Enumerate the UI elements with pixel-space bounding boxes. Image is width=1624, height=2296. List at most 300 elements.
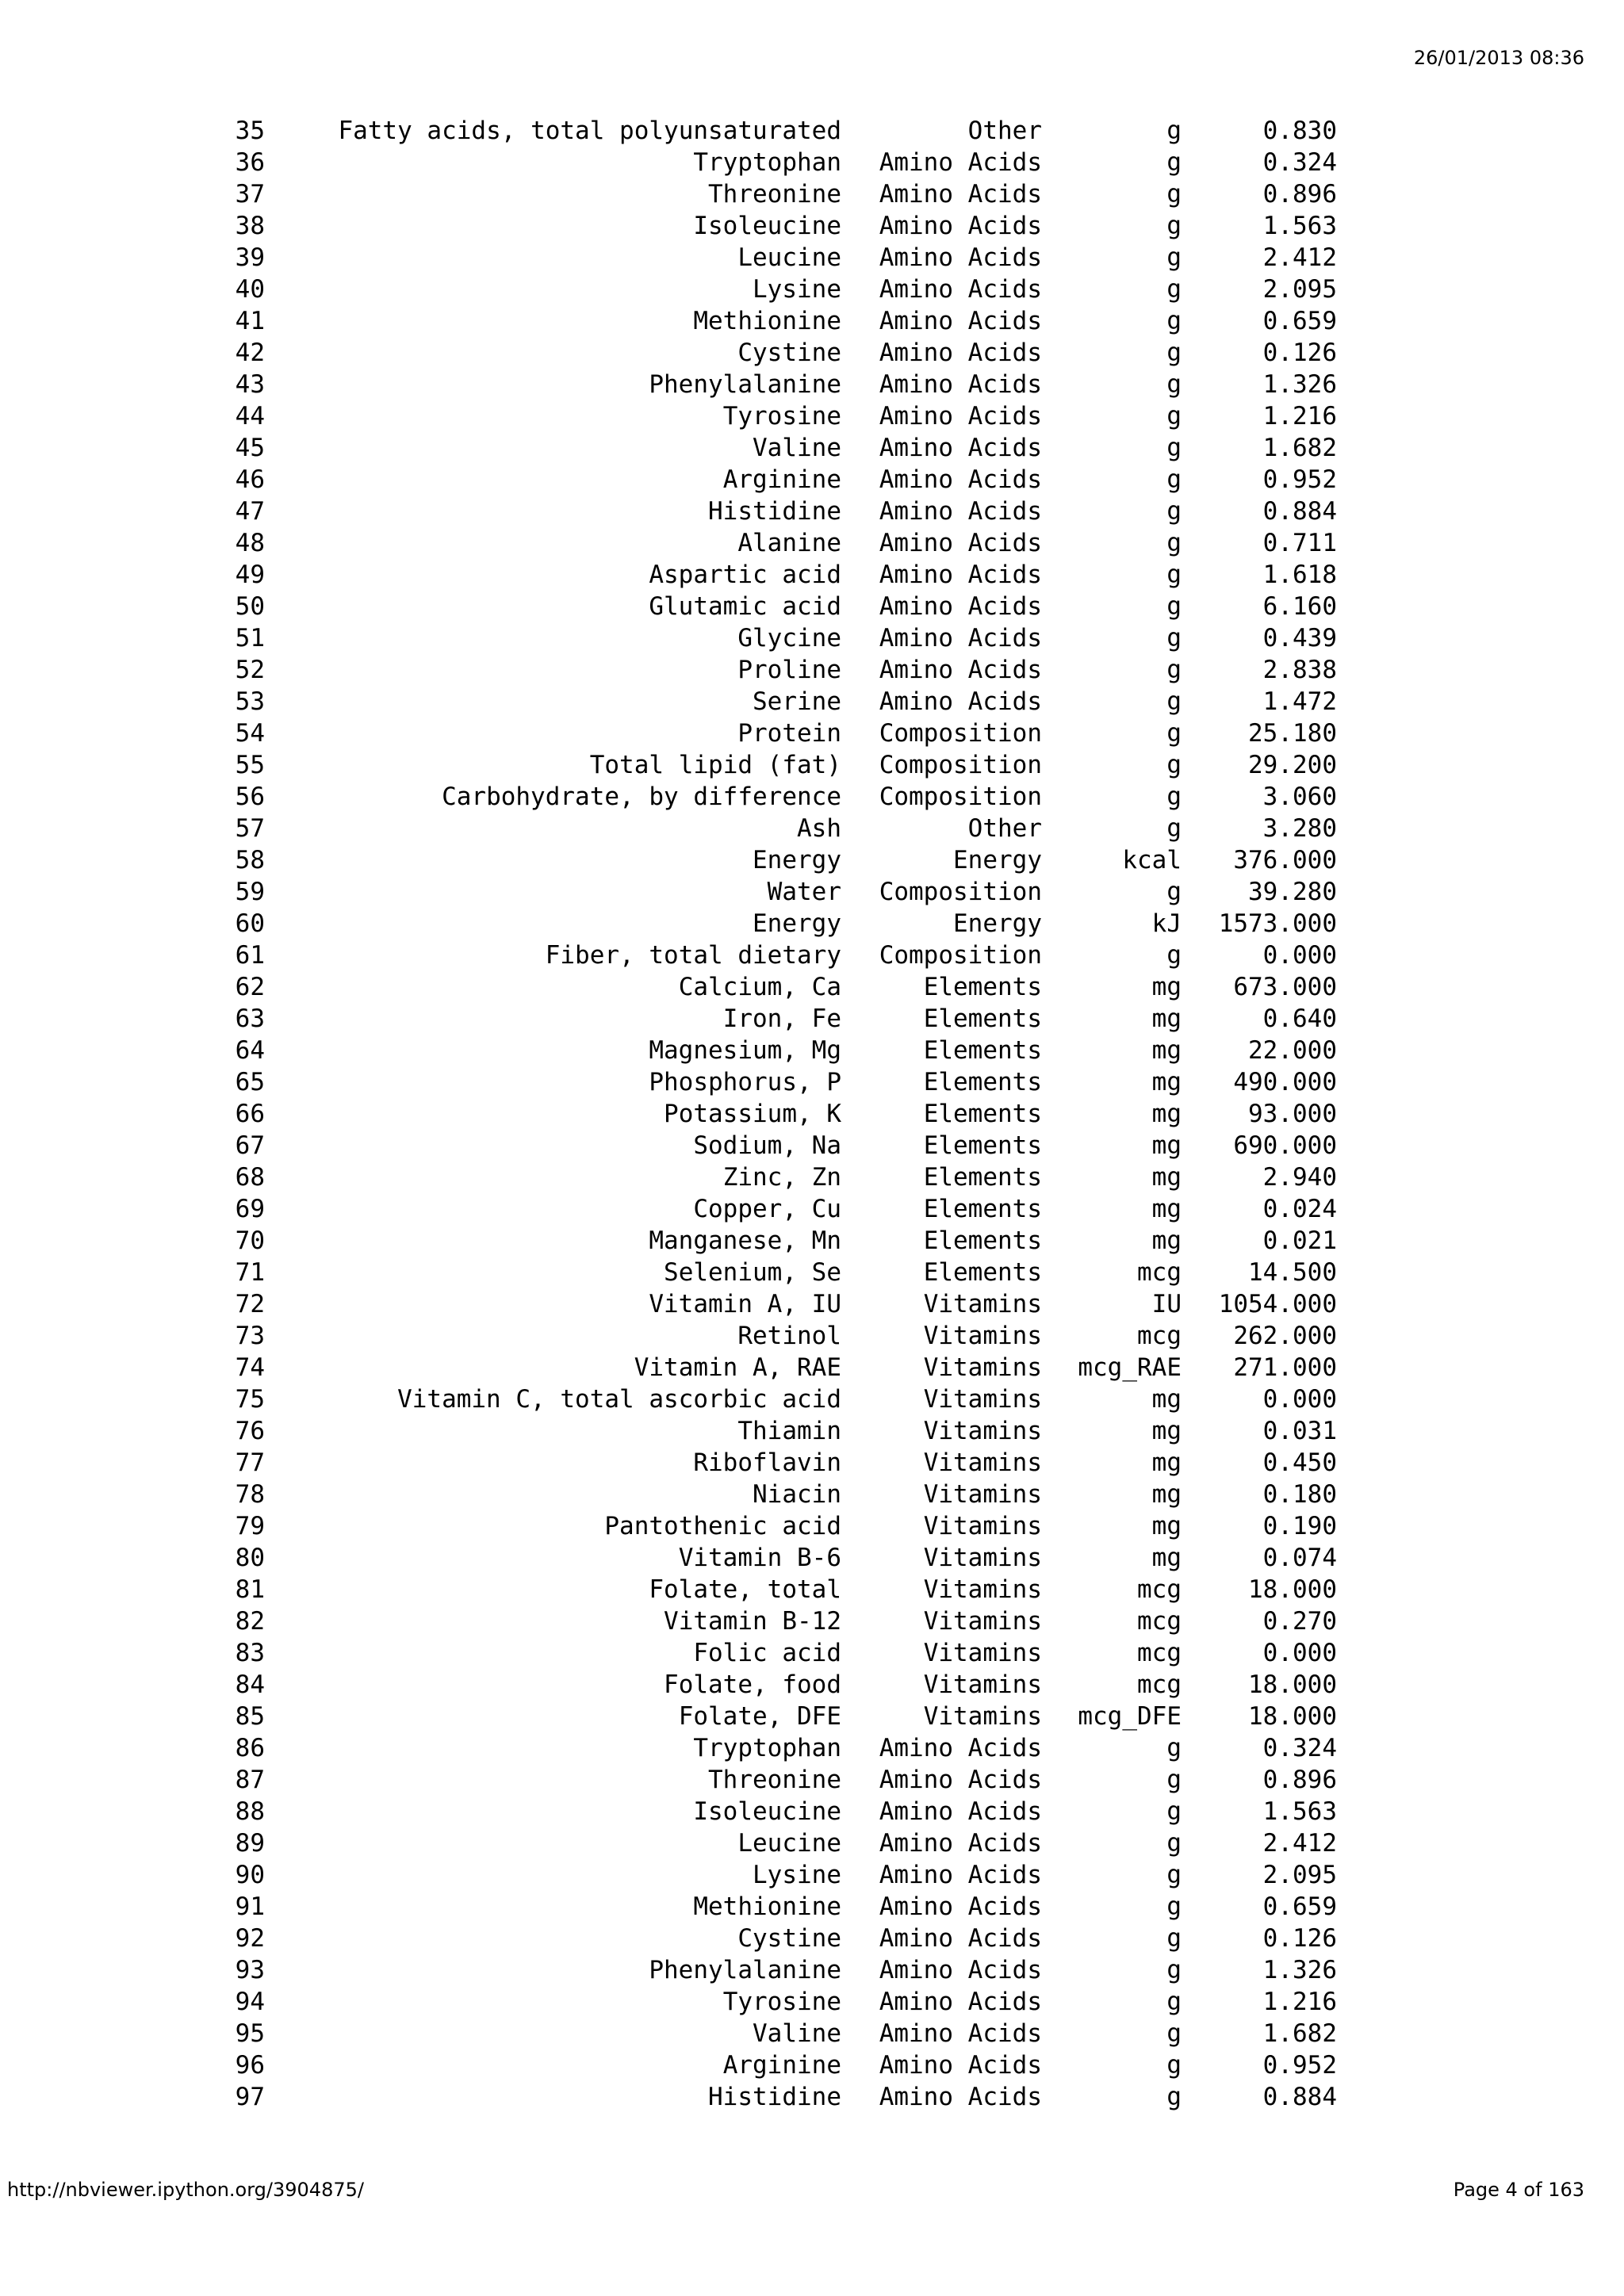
nutrient-value: 1.563: [1262, 1797, 1337, 1826]
row-index: 74: [235, 1353, 265, 1382]
nutrient-value: 2.095: [1262, 275, 1337, 304]
row-index: 43: [235, 370, 265, 399]
nutrient-name: Lysine: [753, 275, 841, 304]
nutrient-name: Retinol: [737, 1322, 841, 1350]
row-index: 85: [235, 1702, 265, 1731]
table-row: [0, 781, 1624, 813]
nutrient-value: 2.095: [1262, 1861, 1337, 1889]
nutrient-category: Elements: [923, 1068, 1042, 1096]
nutrient-value: 0.074: [1262, 1544, 1337, 1572]
nutrient-unit: g: [1166, 117, 1182, 145]
table-row: [0, 2081, 1624, 2113]
row-index: 66: [235, 1100, 265, 1128]
nutrient-category: Amino Acids: [879, 148, 1042, 177]
nutrient-category: Amino Acids: [879, 1766, 1042, 1794]
row-index: 57: [235, 814, 265, 843]
nutrient-name: Sodium, Na: [693, 1131, 841, 1160]
nutrient-name: Serine: [753, 687, 841, 716]
nutrient-unit: g: [1166, 497, 1182, 526]
nutrient-name: Vitamin A, IU: [649, 1290, 841, 1318]
row-index: 48: [235, 529, 265, 557]
nutrient-unit: mg: [1151, 1448, 1182, 1477]
nutrient-value: 271.000: [1233, 1353, 1337, 1382]
nutrient-unit: g: [1166, 656, 1182, 684]
nutrient-value: 1.563: [1262, 212, 1337, 240]
row-index: 49: [235, 561, 265, 589]
table-row: [0, 1637, 1624, 1669]
nutrient-category: Elements: [923, 1131, 1042, 1160]
footer-url[interactable]: http://nbviewer.ipython.org/3904875/: [7, 2179, 364, 2201]
nutrient-unit: g: [1166, 941, 1182, 970]
row-index: 88: [235, 1797, 265, 1826]
row-index: 63: [235, 1004, 265, 1033]
row-index: 86: [235, 1734, 265, 1762]
nutrient-category: Elements: [923, 1036, 1042, 1065]
nutrient-value: 0.190: [1262, 1512, 1337, 1540]
row-index: 96: [235, 2051, 265, 2080]
table-row: [0, 1383, 1624, 1415]
table-row: [0, 1891, 1624, 1923]
nutrient-value: 2.412: [1262, 1829, 1337, 1858]
nutrient-unit: g: [1166, 529, 1182, 557]
row-index: 73: [235, 1322, 265, 1350]
nutrient-name: Methionine: [693, 1892, 841, 1921]
nutrient-category: Amino Acids: [879, 687, 1042, 716]
table-row: [0, 1764, 1624, 1796]
table-row: [0, 527, 1624, 559]
row-index: 65: [235, 1068, 265, 1096]
nutrient-value: 0.126: [1262, 1924, 1337, 1953]
nutrient-name: Arginine: [722, 465, 841, 494]
nutrient-name: Threonine: [708, 180, 841, 209]
nutrient-category: Amino Acids: [879, 592, 1042, 621]
row-index: 72: [235, 1290, 265, 1318]
nutrient-unit: IU: [1151, 1290, 1182, 1318]
nutrient-table: [0, 115, 1624, 2113]
nutrient-name: Potassium, K: [664, 1100, 841, 1128]
nutrient-unit: g: [1166, 1797, 1182, 1826]
row-index: 80: [235, 1544, 265, 1572]
nutrient-category: Composition: [879, 783, 1042, 811]
nutrient-name: Energy: [753, 909, 841, 938]
row-index: 84: [235, 1670, 265, 1699]
nutrient-value: 0.270: [1262, 1607, 1337, 1636]
row-index: 45: [235, 434, 265, 462]
nutrient-name: Cystine: [737, 339, 841, 367]
nutrient-category: Composition: [879, 751, 1042, 779]
nutrient-category: Amino Acids: [879, 465, 1042, 494]
row-index: 95: [235, 2019, 265, 2048]
nutrient-name: Iron, Fe: [722, 1004, 841, 1033]
row-index: 78: [235, 1480, 265, 1509]
nutrient-unit: mg: [1151, 1480, 1182, 1509]
nutrient-category: Elements: [923, 1004, 1042, 1033]
table-row: [0, 1542, 1624, 1574]
row-index: 89: [235, 1829, 265, 1858]
nutrient-category: Amino Acids: [879, 307, 1042, 335]
table-row: [0, 369, 1624, 400]
row-index: 97: [235, 2083, 265, 2111]
table-row: [0, 242, 1624, 274]
nutrient-unit: g: [1166, 212, 1182, 240]
row-index: 55: [235, 751, 265, 779]
nutrient-category: Amino Acids: [879, 1892, 1042, 1921]
row-index: 53: [235, 687, 265, 716]
nutrient-value: 6.160: [1262, 592, 1337, 621]
row-index: 54: [235, 719, 265, 748]
table-row: [0, 591, 1624, 622]
table-row: [0, 178, 1624, 210]
table-row: [0, 1669, 1624, 1701]
nutrient-category: Elements: [923, 1226, 1042, 1255]
nutrient-value: 39.280: [1248, 878, 1337, 906]
nutrient-name: Methionine: [693, 307, 841, 335]
nutrient-unit: g: [1166, 1766, 1182, 1794]
nutrient-name: Lysine: [753, 1861, 841, 1889]
nutrient-value: 3.060: [1262, 783, 1337, 811]
table-row: [0, 115, 1624, 147]
nutrient-unit: g: [1166, 2051, 1182, 2080]
nutrient-unit: mg: [1151, 1195, 1182, 1223]
nutrient-name: Pantothenic acid: [604, 1512, 841, 1540]
nutrient-value: 3.280: [1262, 814, 1337, 843]
nutrient-name: Alanine: [737, 529, 841, 557]
nutrient-value: 376.000: [1233, 846, 1337, 874]
nutrient-unit: g: [1166, 243, 1182, 272]
nutrient-value: 0.324: [1262, 148, 1337, 177]
row-index: 77: [235, 1448, 265, 1477]
table-row: [0, 1827, 1624, 1859]
nutrient-name: Ash: [797, 814, 841, 843]
nutrient-unit: g: [1166, 275, 1182, 304]
nutrient-value: 690.000: [1233, 1131, 1337, 1160]
nutrient-category: Amino Acids: [879, 1829, 1042, 1858]
nutrient-name: Proline: [737, 656, 841, 684]
nutrient-name: Carbohydrate, by difference: [442, 783, 841, 811]
nutrient-name: Tyrosine: [722, 402, 841, 430]
nutrient-unit: mcg: [1137, 1575, 1182, 1604]
nutrient-category: Vitamins: [923, 1448, 1042, 1477]
nutrient-name: Histidine: [708, 2083, 841, 2111]
nutrient-value: 18.000: [1248, 1575, 1337, 1604]
row-index: 90: [235, 1861, 265, 1889]
row-index: 83: [235, 1639, 265, 1667]
nutrient-unit: g: [1166, 1956, 1182, 1984]
nutrient-category: Vitamins: [923, 1417, 1042, 1445]
row-index: 60: [235, 909, 265, 938]
nutrient-name: Glycine: [737, 624, 841, 652]
nutrient-value: 0.884: [1262, 2083, 1337, 2111]
nutrient-value: 1.682: [1262, 2019, 1337, 2048]
nutrient-value: 2.412: [1262, 243, 1337, 272]
nutrient-unit: g: [1166, 751, 1182, 779]
row-index: 39: [235, 243, 265, 272]
nutrient-unit: g: [1166, 1924, 1182, 1953]
nutrient-value: 0.830: [1262, 117, 1337, 145]
row-index: 62: [235, 973, 265, 1001]
nutrient-category: Amino Acids: [879, 2051, 1042, 2080]
nutrient-category: Amino Acids: [879, 656, 1042, 684]
nutrient-value: 1.326: [1262, 370, 1337, 399]
row-index: 50: [235, 592, 265, 621]
row-index: 40: [235, 275, 265, 304]
nutrient-category: Amino Acids: [879, 497, 1042, 526]
nutrient-unit: g: [1166, 878, 1182, 906]
nutrient-name: Selenium, Se: [664, 1258, 841, 1287]
nutrient-unit: mcg: [1137, 1670, 1182, 1699]
row-index: 61: [235, 941, 265, 970]
nutrient-value: 1.472: [1262, 687, 1337, 716]
nutrient-category: Other: [967, 814, 1042, 843]
row-index: 36: [235, 148, 265, 177]
nutrient-value: 0.952: [1262, 2051, 1337, 2080]
table-row: [0, 1701, 1624, 1732]
nutrient-name: Vitamin C, total ascorbic acid: [397, 1385, 841, 1414]
table-row: [0, 1193, 1624, 1225]
nutrient-value: 0.952: [1262, 465, 1337, 494]
table-row: [0, 1859, 1624, 1891]
nutrient-category: Vitamins: [923, 1607, 1042, 1636]
nutrient-name: Water: [767, 878, 841, 906]
nutrient-value: 29.200: [1248, 751, 1337, 779]
row-index: 59: [235, 878, 265, 906]
nutrient-category: Amino Acids: [879, 402, 1042, 430]
nutrient-value: 0.439: [1262, 624, 1337, 652]
table-row: [0, 1288, 1624, 1320]
nutrient-category: Amino Acids: [879, 624, 1042, 652]
row-index: 68: [235, 1163, 265, 1192]
nutrient-unit: mcg: [1137, 1322, 1182, 1350]
nutrient-name: Valine: [753, 434, 841, 462]
nutrient-category: Vitamins: [923, 1290, 1042, 1318]
nutrient-value: 0.126: [1262, 339, 1337, 367]
nutrient-value: 1573.000: [1218, 909, 1337, 938]
nutrient-value: 0.640: [1262, 1004, 1337, 1033]
nutrient-unit: mg: [1151, 1544, 1182, 1572]
row-index: 44: [235, 402, 265, 430]
nutrient-category: Energy: [953, 846, 1042, 874]
nutrient-value: 25.180: [1248, 719, 1337, 748]
nutrient-name: Folate, DFE: [678, 1702, 841, 1731]
row-index: 47: [235, 497, 265, 526]
nutrient-category: Composition: [879, 941, 1042, 970]
table-row: [0, 1352, 1624, 1383]
nutrient-category: Composition: [879, 719, 1042, 748]
nutrient-unit: mcg: [1137, 1607, 1182, 1636]
row-index: 70: [235, 1226, 265, 1255]
table-row: [0, 274, 1624, 305]
nutrient-category: Amino Acids: [879, 2083, 1042, 2111]
row-index: 92: [235, 1924, 265, 1953]
table-row: [0, 971, 1624, 1003]
nutrient-name: Arginine: [722, 2051, 841, 2080]
nutrient-category: Amino Acids: [879, 561, 1042, 589]
nutrient-category: Amino Acids: [879, 1797, 1042, 1826]
table-row: [0, 686, 1624, 718]
nutrient-name: Cystine: [737, 1924, 841, 1953]
nutrient-category: Elements: [923, 1100, 1042, 1128]
table-row: [0, 210, 1624, 242]
table-row: [0, 1986, 1624, 2018]
row-index: 41: [235, 307, 265, 335]
nutrient-unit: g: [1166, 434, 1182, 462]
table-row: [0, 1161, 1624, 1193]
nutrient-category: Amino Acids: [879, 434, 1042, 462]
nutrient-unit: kJ: [1151, 909, 1182, 938]
nutrient-value: 0.021: [1262, 1226, 1337, 1255]
nutrient-unit: g: [1166, 402, 1182, 430]
nutrient-unit: mg: [1151, 1163, 1182, 1192]
nutrient-name: Tryptophan: [693, 1734, 841, 1762]
nutrient-name: Phenylalanine: [649, 370, 841, 399]
nutrient-name: Folate, total: [649, 1575, 841, 1604]
table-row: [0, 1035, 1624, 1066]
nutrient-name: Folic acid: [693, 1639, 841, 1667]
nutrient-value: 14.500: [1248, 1258, 1337, 1287]
nutrient-value: 0.711: [1262, 529, 1337, 557]
table-row: [0, 1415, 1624, 1447]
table-row: [0, 1447, 1624, 1479]
table-row: [0, 1605, 1624, 1637]
nutrient-value: 1.216: [1262, 1988, 1337, 2016]
table-row: [0, 1479, 1624, 1510]
table-row: [0, 400, 1624, 432]
nutrient-unit: mcg_RAE: [1078, 1353, 1182, 1382]
row-index: 87: [235, 1766, 265, 1794]
table-row: [0, 305, 1624, 337]
nutrient-unit: g: [1166, 307, 1182, 335]
nutrient-unit: g: [1166, 624, 1182, 652]
nutrient-unit: mg: [1151, 1004, 1182, 1033]
nutrient-unit: mg: [1151, 1036, 1182, 1065]
row-index: 51: [235, 624, 265, 652]
table-row: [0, 876, 1624, 908]
nutrient-category: Amino Acids: [879, 1861, 1042, 1889]
page-number: Page 4 of 163: [1453, 2179, 1584, 2201]
nutrient-unit: kcal: [1122, 846, 1182, 874]
row-index: 35: [235, 117, 265, 145]
nutrient-unit: g: [1166, 2019, 1182, 2048]
row-index: 58: [235, 846, 265, 874]
table-row: [0, 496, 1624, 527]
nutrient-category: Vitamins: [923, 1353, 1042, 1382]
nutrient-unit: mg: [1151, 1385, 1182, 1414]
nutrient-name: Magnesium, Mg: [649, 1036, 841, 1065]
nutrient-name: Fiber, total dietary: [545, 941, 841, 970]
nutrient-name: Leucine: [737, 1829, 841, 1858]
table-row: [0, 1320, 1624, 1352]
nutrient-name: Threonine: [708, 1766, 841, 1794]
nutrient-value: 0.450: [1262, 1448, 1337, 1477]
nutrient-unit: g: [1166, 1988, 1182, 2016]
row-index: 37: [235, 180, 265, 209]
nutrient-category: Amino Acids: [879, 1956, 1042, 1984]
nutrient-unit: mg: [1151, 1512, 1182, 1540]
nutrient-name: Tyrosine: [722, 1988, 841, 2016]
nutrient-unit: mcg: [1137, 1258, 1182, 1287]
nutrient-name: Aspartic acid: [649, 561, 841, 589]
row-index: 93: [235, 1956, 265, 1984]
nutrient-name: Phenylalanine: [649, 1956, 841, 1984]
row-index: 81: [235, 1575, 265, 1604]
nutrient-value: 22.000: [1248, 1036, 1337, 1065]
table-row: [0, 432, 1624, 464]
nutrient-category: Vitamins: [923, 1544, 1042, 1572]
nutrient-name: Isoleucine: [693, 212, 841, 240]
nutrient-category: Elements: [923, 1195, 1042, 1223]
nutrient-value: 0.659: [1262, 307, 1337, 335]
table-row: [0, 654, 1624, 686]
table-row: [0, 147, 1624, 178]
nutrient-name: Thiamin: [737, 1417, 841, 1445]
nutrient-unit: g: [1166, 814, 1182, 843]
nutrient-unit: g: [1166, 2083, 1182, 2111]
nutrient-category: Vitamins: [923, 1322, 1042, 1350]
nutrient-category: Vitamins: [923, 1480, 1042, 1509]
row-index: 64: [235, 1036, 265, 1065]
nutrient-value: 2.838: [1262, 656, 1337, 684]
nutrient-unit: g: [1166, 687, 1182, 716]
nutrient-value: 1.216: [1262, 402, 1337, 430]
table-row: [0, 813, 1624, 844]
nutrient-value: 18.000: [1248, 1670, 1337, 1699]
nutrient-value: 490.000: [1233, 1068, 1337, 1096]
nutrient-category: Amino Acids: [879, 212, 1042, 240]
table-row: [0, 718, 1624, 749]
nutrient-unit: g: [1166, 148, 1182, 177]
nutrient-value: 1.618: [1262, 561, 1337, 589]
nutrient-name: Manganese, Mn: [649, 1226, 841, 1255]
nutrient-name: Isoleucine: [693, 1797, 841, 1826]
table-row: [0, 1225, 1624, 1257]
table-row: [0, 939, 1624, 971]
nutrient-name: Folate, food: [664, 1670, 841, 1699]
nutrient-value: 1.682: [1262, 434, 1337, 462]
row-index: 91: [235, 1892, 265, 1921]
nutrient-category: Amino Acids: [879, 275, 1042, 304]
table-row: [0, 1923, 1624, 1954]
nutrient-category: Vitamins: [923, 1512, 1042, 1540]
row-index: 38: [235, 212, 265, 240]
row-index: 82: [235, 1607, 265, 1636]
row-index: 71: [235, 1258, 265, 1287]
nutrient-category: Amino Acids: [879, 180, 1042, 209]
nutrient-name: Total lipid (fat): [589, 751, 841, 779]
table-row: [0, 559, 1624, 591]
nutrient-value: 18.000: [1248, 1702, 1337, 1731]
row-index: 67: [235, 1131, 265, 1160]
nutrient-unit: mg: [1151, 973, 1182, 1001]
nutrient-category: Amino Acids: [879, 1924, 1042, 1953]
nutrient-name: Zinc, Zn: [722, 1163, 841, 1192]
nutrient-category: Vitamins: [923, 1702, 1042, 1731]
nutrient-category: Amino Acids: [879, 1988, 1042, 2016]
nutrient-name: Glutamic acid: [649, 592, 841, 621]
row-index: 46: [235, 465, 265, 494]
nutrient-name: Histidine: [708, 497, 841, 526]
nutrient-value: 0.000: [1262, 941, 1337, 970]
nutrient-category: Energy: [953, 909, 1042, 938]
table-row: [0, 1066, 1624, 1098]
nutrient-category: Elements: [923, 1163, 1042, 1192]
table-row: [0, 1732, 1624, 1764]
nutrient-unit: mcg_DFE: [1078, 1702, 1182, 1731]
row-index: 69: [235, 1195, 265, 1223]
nutrient-category: Composition: [879, 878, 1042, 906]
nutrient-unit: mg: [1151, 1068, 1182, 1096]
nutrient-unit: g: [1166, 370, 1182, 399]
nutrient-category: Elements: [923, 973, 1042, 1001]
